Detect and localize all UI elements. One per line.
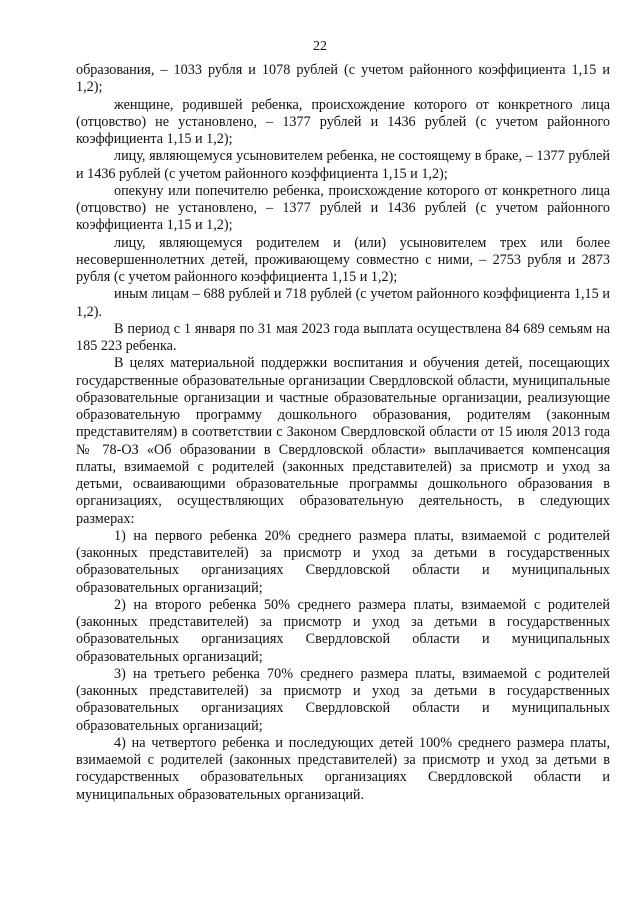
paragraph-other-persons: иным лицам – 688 рублей и 718 рублей (с учетом районного коэффициента 1,15 и 1,2). (76, 286, 610, 320)
paragraph-guardian: опекуну или попечителю ребенка, происхождение которого от конкретного лица (отцовство) не установлено, – 1377 рублей и 1436 рублей (с учетом районного коэффициента 1,15 и 1,2); (76, 182, 610, 234)
list-item-fourth-child: 4) на четвертого ребенка и последующих детей 100% среднего размера платы, взимаемой с родителей (законных представителей) за присмотр и уход за детьми в государственных образовательных организациях Свердловской области и муниципальных образовательных организаций. (76, 734, 610, 803)
paragraph-continuation: образования, – 1033 рубля и 1078 рублей (с учетом районного коэффициента 1,15 и 1,2); (76, 62, 610, 96)
page-number: 22 (313, 39, 327, 54)
paragraph-mother-unknown-father: женщине, родившей ребенка, происхождение которого от конкретного лица (отцовство) не установлено, – 1377 рублей и 1436 рублей (с учетом районного коэффициента 1,15 и 1,2); (76, 96, 610, 147)
paragraph-single-adopter: лицу, являющемуся усыновителем ребенка, не состоящему в браке, – 1377 рублей и 1436 рублей (с учетом районного коэффициента 1,15 и 1,2); (76, 148, 610, 182)
document-body (76, 62, 610, 804)
list-item-third-child: 3) на третьего ребенка 70% среднего размера платы, взимаемой с родителей (законных представителей) за присмотр и уход за детьми в государственных образовательных организациях Свердловской области и муниципальных образовательных организаций; (76, 665, 610, 734)
list-item-second-child: 2) на второго ребенка 50% среднего размера платы, взимаемой с родителей (законных представителей) за присмотр и уход за детьми в государственных образовательных организациях Свердловской области и муниципальных образовательных организаций; (76, 596, 610, 665)
list-item-first-child: 1) на первого ребенка 20% среднего размера платы, взимаемой с родителей (законных представителей) за присмотр и уход за детьми в государственных образовательных организациях Свердловской области и муниципальных образовательных организаций; (76, 527, 610, 596)
paragraph-compensation-intro: В целях материальной поддержки воспитания и обучения детей, посещающих государственные образовательные организации Свердловской области, муниципальные образовательные организации и частные образовательные организации, реализующие образовательную программу дошкольного образования, родителям (законным представителям) в соответствии с Законом Свердловской области от 15 июля 2013 года № 78-ОЗ «Об образовании в Свердловской области» выплачивается компенсация платы, взимаемой с родителей (законных представителей) за присмотр и уход за детьми, осваивающими образовательные программы дошкольного образования в организациях, осуществляющих образовательную деятельность, в следующих размерах: (76, 355, 610, 527)
paragraph-payment-statistics: В период с 1 января по 31 мая 2023 года выплата осуществлена 84 689 семьям на 185 223 ребенка. (76, 320, 610, 354)
paragraph-large-family: лицу, являющемуся родителем и (или) усыновителем трех или более несовершеннолетних детей, проживающему совместно с ними, – 2753 рубля и 2873 рубля (с учетом районного коэффициента 1,15 и 1,2); (76, 234, 610, 285)
